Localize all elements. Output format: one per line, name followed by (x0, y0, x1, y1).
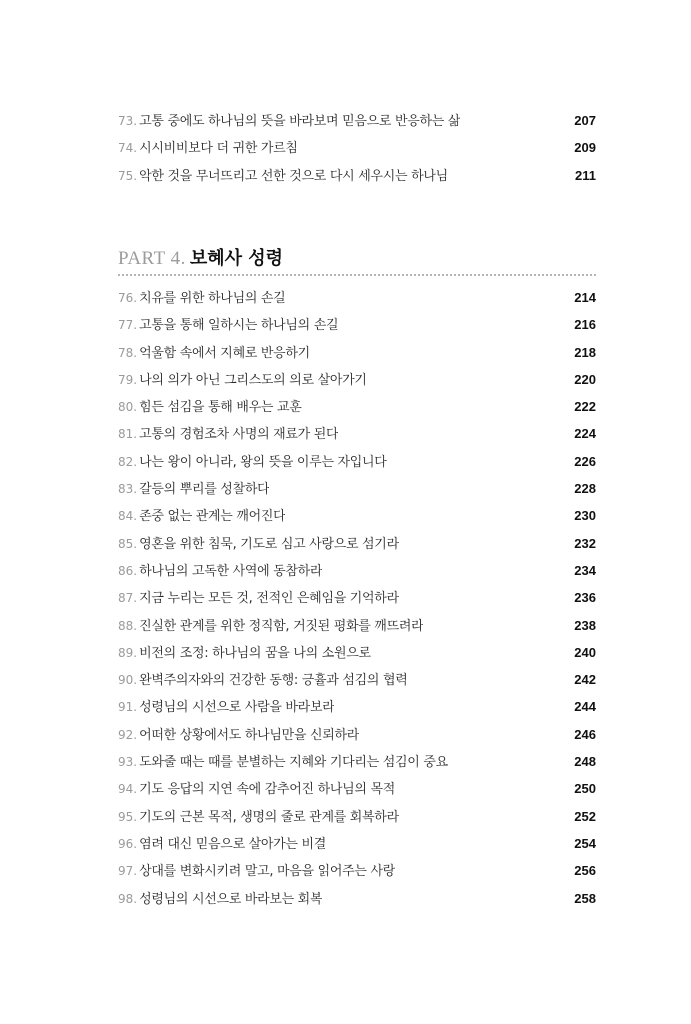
toc-entry-text (118, 642, 371, 661)
toc-entry-text (118, 505, 285, 524)
toc-entry-text (118, 533, 399, 552)
toc-entry-title: 비전의 조정: 하나님의 꿈을 나의 소원으로 (139, 645, 371, 661)
toc-entry-title: 지금 누리는 모든 것, 전적인 은혜임을 기억하라 (139, 591, 399, 607)
toc-entry-title: 영혼을 위한 침묵, 기도로 심고 사랑으로 섬기라 (139, 536, 399, 552)
toc-entry-text (118, 314, 338, 333)
toc-entry-page: 209 (574, 140, 596, 156)
toc-entry-text (118, 778, 395, 797)
toc-entry[interactable] (118, 165, 596, 192)
toc-entry-page: 216 (574, 317, 596, 333)
toc-entry-title: 고통을 통해 일하시는 하나님의 손길 (139, 318, 339, 334)
toc-entry-page: 228 (574, 481, 596, 497)
toc-entry-page: 248 (574, 754, 596, 770)
toc-entry-number: 97. (118, 864, 138, 879)
toc-entry-text (118, 615, 423, 634)
toc-entry[interactable] (118, 369, 596, 396)
toc-entry-number: 75. (118, 168, 138, 183)
toc-entry-number: 85. (118, 536, 138, 551)
toc-entry-title: 악한 것을 무너뜨리고 선한 것으로 다시 세우시는 하나님 (139, 168, 448, 184)
toc-entry-text (118, 165, 448, 184)
toc-entry-text (118, 478, 269, 497)
toc-entry-page: 220 (574, 371, 596, 387)
toc-entry[interactable] (118, 833, 596, 860)
toc-entry-page: 242 (574, 672, 596, 688)
toc-entry-page: 236 (574, 590, 596, 606)
toc-entry-page: 232 (574, 535, 596, 551)
toc-entry-text (118, 833, 326, 852)
toc-entry-title: 치유를 위한 하나님의 손길 (139, 291, 286, 306)
toc-entry-title: 완벽주의자와의 건강한 동행: 긍휼과 섬김의 협력 (139, 673, 408, 689)
dotted-divider (118, 274, 596, 276)
toc-entry[interactable] (118, 642, 596, 669)
toc-entry-page: 207 (574, 113, 596, 128)
toc-entry-page: 222 (574, 399, 596, 415)
toc-entry-number: 89. (118, 645, 138, 660)
toc-entry-number: 98. (118, 891, 138, 906)
toc-entry-title: 상대를 변화시키려 말고, 마음을 읽어주는 사랑 (139, 864, 395, 880)
toc-entry-page: 246 (574, 726, 596, 742)
toc-entry-text (118, 888, 322, 907)
toc-entry-text (118, 751, 448, 770)
part-label: PART 4. (118, 248, 186, 269)
toc-entry-number: 76. (118, 291, 138, 305)
toc-entry-text (118, 587, 399, 606)
toc-entry-page: 226 (574, 453, 596, 469)
toc-entry-title: 성령님의 시선으로 바라보는 회복 (139, 891, 323, 907)
toc-entry-number: 83. (118, 482, 138, 497)
toc-entry[interactable] (118, 451, 596, 478)
toc-entry-title: 고통 중에도 하나님의 뜻을 바라보며 믿음으로 반응하는 삶 (139, 114, 461, 129)
toc-entry-title: 억울함 속에서 지혜로 반응하기 (139, 345, 310, 361)
toc-entry-title: 나는 왕이 아니라, 왕의 뜻을 이루는 자입니다 (139, 454, 387, 470)
toc-entry-page: 250 (574, 781, 596, 797)
toc-entry[interactable] (118, 778, 596, 805)
toc-entry[interactable] (118, 806, 596, 833)
toc-entry-number: 94. (118, 782, 138, 797)
part-title: 보혜사 성령 (189, 248, 284, 269)
toc-entry-page: 254 (574, 835, 596, 851)
toc-entry-page: 258 (574, 890, 596, 906)
toc-entry-number: 73. (118, 114, 138, 128)
toc-entry[interactable] (118, 888, 596, 915)
toc-entry-page: 218 (574, 344, 596, 360)
toc-entry-number: 86. (118, 563, 138, 578)
toc-entry-title: 어떠한 상황에서도 하나님만을 신뢰하라 (139, 727, 359, 743)
toc-entry[interactable] (118, 860, 596, 887)
toc-entry-number: 90. (118, 673, 138, 688)
toc-entry-text (118, 860, 395, 879)
toc-entry[interactable] (118, 478, 596, 505)
toc-entry-text (118, 806, 399, 825)
toc-entry-page: 234 (574, 562, 596, 578)
toc-entry[interactable] (118, 314, 596, 341)
toc-entry-text (118, 669, 408, 688)
toc-entry-number: 84. (118, 509, 138, 524)
toc-entry-page: 238 (574, 617, 596, 633)
toc-entry-number: 96. (118, 836, 138, 851)
toc-entry-text (118, 451, 387, 470)
toc-entry[interactable] (118, 696, 596, 723)
toc-entry-text (118, 369, 367, 388)
toc-entry-text (118, 724, 359, 743)
toc-entry-page: 230 (574, 508, 596, 524)
toc-entry-page: 252 (574, 808, 596, 824)
toc-entry-number: 87. (118, 591, 138, 606)
toc-entry-text (118, 696, 334, 715)
toc-entry[interactable] (118, 560, 596, 587)
toc-entry[interactable] (118, 342, 596, 369)
toc-entry-title: 하나님의 고독한 사역에 동참하라 (139, 563, 323, 579)
toc-entry-text (118, 342, 310, 361)
toc-entry-number: 82. (118, 454, 138, 469)
toc-entry[interactable] (118, 587, 596, 614)
toc-entry-page: 211 (575, 167, 596, 183)
toc-entry[interactable] (118, 724, 596, 751)
toc-entry-number: 80. (118, 400, 138, 415)
toc-entry[interactable] (118, 615, 596, 642)
toc-entry-text (118, 110, 460, 129)
toc-entry-number: 93. (118, 755, 138, 770)
toc-entry-title: 염려 대신 믿음으로 살아가는 비결 (139, 836, 327, 852)
part-heading (118, 244, 596, 270)
toc-entry-page: 224 (574, 426, 596, 442)
toc-entry-text (118, 396, 302, 415)
toc-entry[interactable] (118, 287, 596, 314)
toc-entry-text (118, 137, 298, 156)
toc-entry-text (118, 287, 285, 306)
toc-entry-page: 240 (574, 644, 596, 660)
toc-entry[interactable] (118, 669, 596, 696)
toc-entry-title: 기도 응답의 지연 속에 감추어진 하나님의 목적 (139, 782, 395, 798)
toc-entry-number: 92. (118, 727, 138, 742)
toc-entry-number: 79. (118, 372, 138, 387)
toc-entry-title: 고통의 경험조차 사명의 재료가 된다 (139, 427, 339, 443)
toc-list-part4 (118, 287, 596, 915)
toc-entry-title: 나의 의가 아닌 그리스도의 의로 살아가기 (139, 372, 367, 388)
toc-entry-title: 도와줄 때는 때를 분별하는 지혜와 기다리는 섬김이 중요 (139, 755, 448, 771)
toc-entry-title: 힘든 섬김을 통해 배우는 교훈 (139, 400, 302, 416)
toc-entry[interactable] (118, 751, 596, 778)
toc-entry-number: 74. (118, 141, 138, 156)
toc-entry[interactable] (118, 505, 596, 532)
toc-entry-text (118, 560, 322, 579)
toc-entry-number: 95. (118, 809, 138, 824)
toc-list-part3 (118, 110, 596, 192)
toc-entry[interactable] (118, 110, 596, 137)
toc-entry-title: 진실한 관계를 위한 정직함, 거짓된 평화를 깨뜨려라 (139, 618, 424, 634)
toc-entry-page: 256 (574, 863, 596, 879)
toc-entry-number: 78. (118, 345, 138, 360)
toc-entry-title: 갈등의 뿌리를 성찰하다 (139, 482, 270, 498)
toc-entry-title: 시시비비보다 더 귀한 가르침 (139, 141, 298, 157)
toc-entry[interactable] (118, 137, 596, 164)
toc-entry[interactable] (118, 533, 596, 560)
toc-entry-number: 81. (118, 427, 138, 442)
toc-entry-title: 성령님의 시선으로 사람을 바라보라 (139, 700, 335, 716)
toc-entry[interactable] (118, 423, 596, 450)
toc-entry-title: 존중 없는 관계는 깨어진다 (139, 509, 286, 525)
toc-entry[interactable] (118, 396, 596, 423)
toc-entry-title: 기도의 근본 목적, 생명의 줄로 관계를 회복하라 (139, 809, 399, 825)
toc-entry-page: 244 (574, 699, 596, 715)
toc-entry-page: 214 (574, 290, 596, 305)
toc-entry-number: 77. (118, 318, 138, 333)
toc-entry-text (118, 423, 338, 442)
toc-entry-number: 88. (118, 618, 138, 633)
toc-entry-number: 91. (118, 700, 138, 715)
